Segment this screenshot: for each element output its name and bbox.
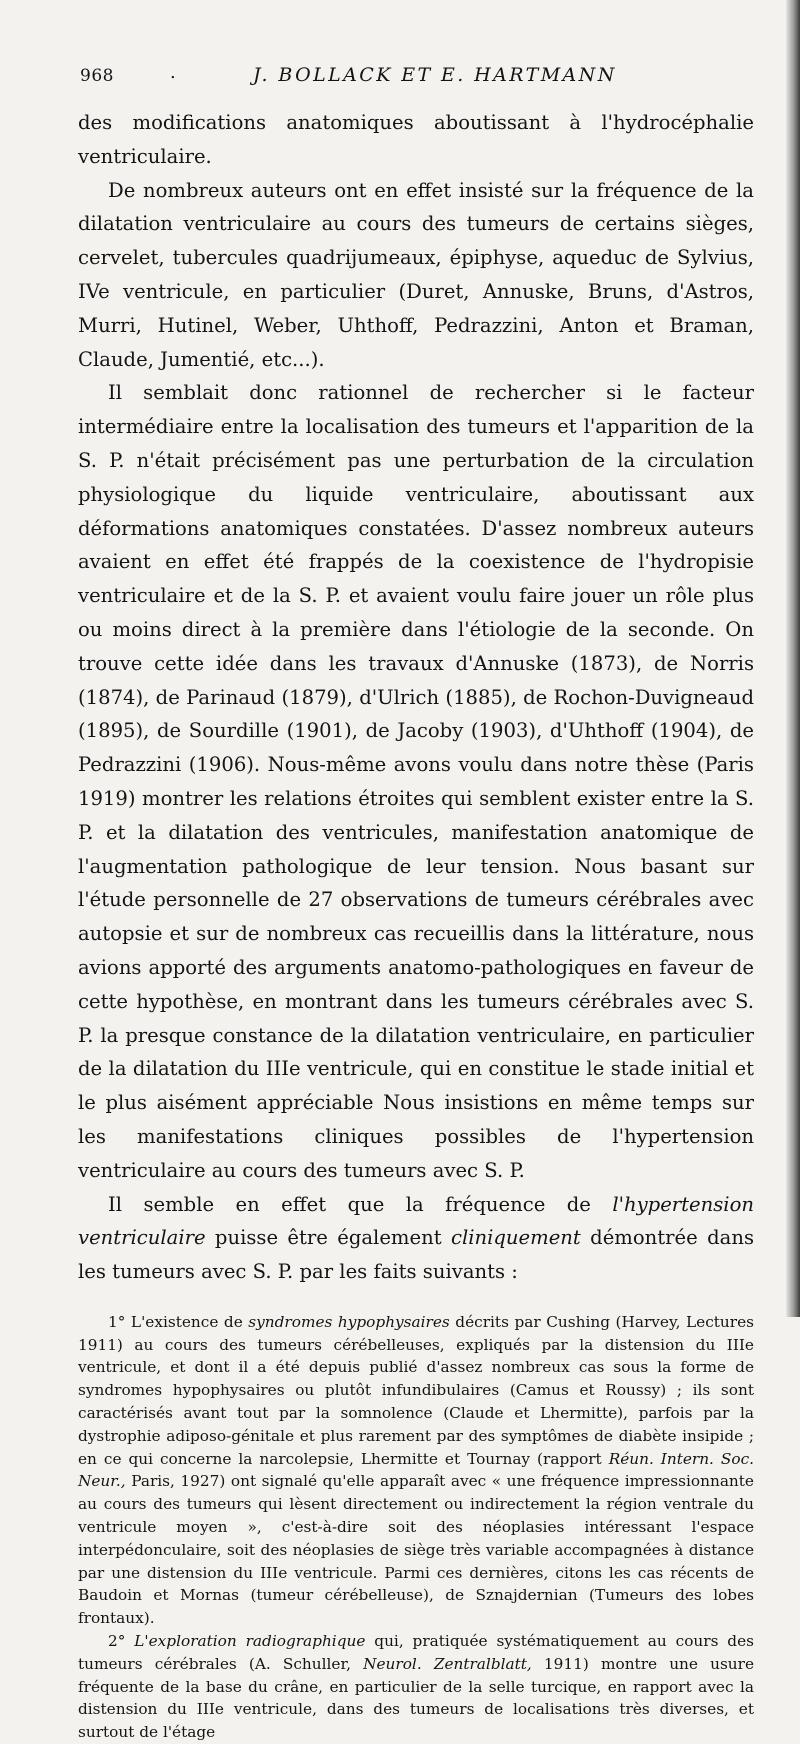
- paragraph-1: des modifications anatomiques aboutissant à l'hydrocéphalie ventriculaire.: [78, 111, 754, 168]
- scan-binding-edge: [786, 0, 800, 1317]
- note-2: [78, 1630, 754, 1744]
- paragraph-3: Il semblait donc rationnel de rechercher si le facteur intermédiaire entre la localisation des tumeurs et l'apparition de la S. P. n'était précisément pas une perturbation de la circulation physiologique du liquide ventriculaire, aboutissant aux déformations anatomiques constatées. D'assez nombreux auteurs avaient en effet été frappés de la coexistence de l'hydropisie ventriculaire et de la S. P. et avaient voulu faire jouer un rôle plus ou moins direct à la première dans l'étiologie de la seconde. On trouve cette idée dans les travaux d'Annuske (1873), de Norris (1874), de Parinaud (1879), d'Ulrich (1885), de Rochon-Duvigneaud (1895), de Sourdille (1901), de Jacoby (1903), d'Uhthoff (1904), de Pedrazzini (1906). Nous-même avons voulu dans notre thèse (Paris 1919) montrer les relations étroites qui semblent exister entre la S. P. et la dilatation des ventricules, manifestation anatomique de l'augmentation pathologique de leur tension. Nous basant sur l'étude personnelle de 27 observations de tumeurs cérébrales avec autopsie et sur de nombreux cas recueillis dans la littérature, nous avions apporté des arguments anatomo-pathologiques en faveur de cette hypothèse, en montrant dans les tumeurs cérébrales avec S. P. la presque constance de la dilatation ventriculaire, en particulier de la dilatation du IIIe ventricule, qui en constitue le stade initial et le plus aisément appréciable Nous insistions en même temps sur les manifestations cliniques possibles de l'hypertension ventriculaire au cours des tumeurs avec S. P.: [78, 381, 754, 1182]
- paragraph-4-text-c: puisse être également: [205, 1226, 451, 1250]
- note-2-text-c: qui, pratiquée systématiquement au cours des tumeurs cérébrales (A. Schuller,: [78, 1632, 754, 1673]
- numbered-notes: [78, 1311, 754, 1744]
- note-1-journal: Réun. Intern. Soc. Neur.,: [78, 1449, 755, 1491]
- running-header: [78, 62, 754, 106]
- emphasis-hypertension: l'hypertension ventriculaire: [78, 1192, 754, 1250]
- paragraph-4-text-e: démontrée dans les tumeurs avec S. P. par les faits suivants :: [78, 1226, 754, 1284]
- page-number: 968: [80, 66, 114, 86]
- note-1: [78, 1311, 754, 1630]
- paragraph-2: De nombreux auteurs ont en effet insisté sur la fréquence de la dilatation ventriculaire au cours des tumeurs de certains sièges, cervelet, tubercules quadrijumeaux, épiphyse, aqueduc de Sylvius, IVe ventricule, en particulier (Duret, Annuske, Bruns, d'Astros, Murri, Hutinel, Weber, Uhthoff, Pedrazzini, Anton et Braman, Claude, Jumentié, etc...).: [78, 178, 754, 371]
- paragraph-4: [78, 1188, 754, 1289]
- header-separator: .: [170, 62, 176, 83]
- emphasis-cliniquement: cliniquement: [450, 1226, 581, 1250]
- main-text: [78, 106, 754, 1289]
- note-1-text-e: Paris, 1927) ont signalé qu'elle apparaît avec « une fréquence impressionnante au cours des tumeurs qui lèsent directement ou indirectement la région ventrale du ventricule moyen », c'est-à-dire soit des néoplasies intéressant l'espace interpédonculaire, soit des néoplasies de siège très variable accompagnées à distance par une distension du IIIe ventricule. Parmi ces dernières, citons les cas récents de Baudoin et Mornas (tumeur cérébelleuse), de Sznajdernian (Tumeurs des lobes frontaux).: [78, 1472, 754, 1628]
- note-1-text-a: 1° L'existence de: [108, 1312, 249, 1331]
- note-2-emphasis: L'exploration radiographique: [134, 1632, 366, 1651]
- note-2-journal: Neurol. Zentralblatt,: [363, 1654, 532, 1673]
- note-1-emphasis: syndromes hypophysaires: [248, 1312, 450, 1331]
- running-title-authors: J. BOLLACK ET E. HARTMANN: [253, 64, 617, 86]
- book-page: [78, 62, 755, 1744]
- note-2-text-a: 2°: [108, 1632, 135, 1651]
- paragraph-4-text-a: Il semble en effet que la fréquence de: [108, 1192, 613, 1216]
- note-1-text-c: décrits par Cushing (Harvey, Lectures 1911) au cours des tumeurs cérébelleuses, expliqués par la distension du IIIe ventricule, et dont il a été depuis publié d'assez nombreux cas sous la forme de syndromes hypophysaires ou plutôt infundibulaires (Camus et Roussy) ; ils sont caractérisés avant tout par la somnolence (Claude et Lhermitte), parfois par la dystrophie adiposo-génitale et plus rarement par des symptômes de diabète insipide ; en ce qui concerne la narcolepsie, Lhermitte et Tournay (rapport: [78, 1312, 754, 1468]
- note-2-text-e: 1911) montre une usure fréquente de la base du crâne, en particulier de la selle turcique, en rapport avec la distension du IIIe ventricule, dans des tumeurs de localisations très diverses, et surtout de l'étage: [78, 1654, 755, 1742]
